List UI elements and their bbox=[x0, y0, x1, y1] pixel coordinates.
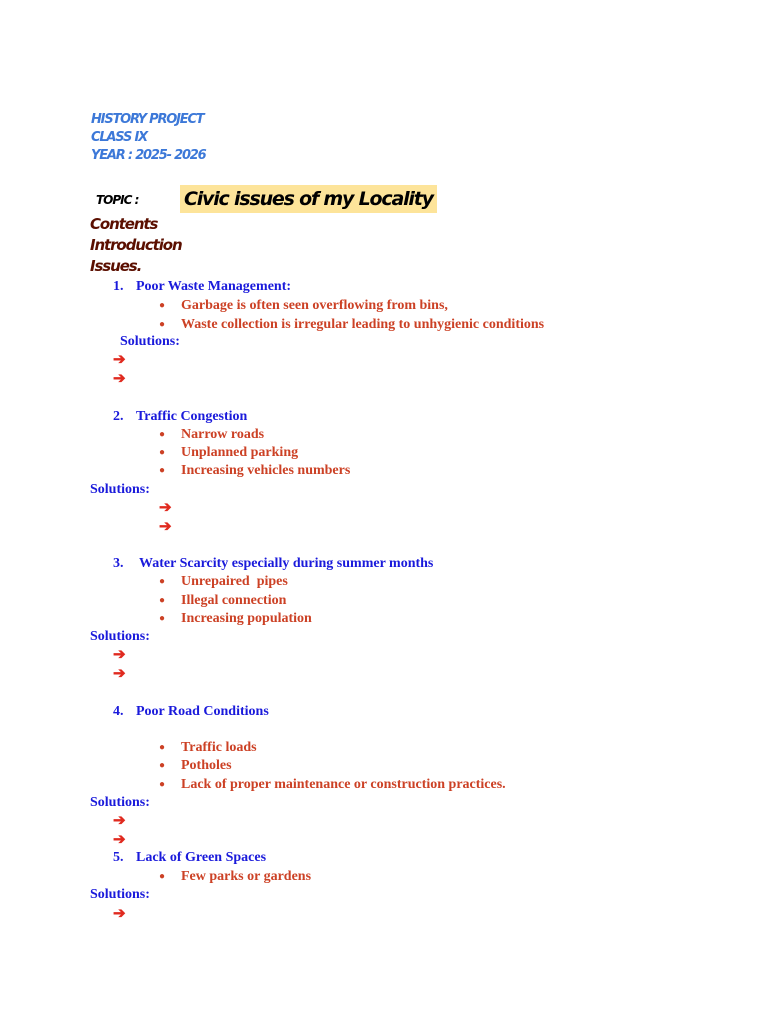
solutions-label: Solutions: bbox=[90, 629, 150, 644]
issue-point: Illegal connection bbox=[181, 593, 287, 608]
topic-title: Civic issues of my Locality bbox=[180, 185, 437, 213]
bullet-icon: ● bbox=[159, 742, 166, 753]
year-label: YEAR : 2025- 2026 bbox=[91, 148, 206, 163]
issue-point: Few parks or gardens bbox=[181, 869, 312, 884]
arrow-icon: ➔ bbox=[113, 647, 126, 663]
issue-point: Waste collection is irregular leading to unhygienic conditions bbox=[181, 317, 545, 332]
issues-heading: Issues. bbox=[90, 257, 142, 275]
project-title: HISTORY PROJECT bbox=[91, 112, 204, 127]
class-label: CLASS IX bbox=[91, 130, 147, 145]
bullet-icon: ● bbox=[159, 465, 166, 476]
issue-point: Garbage is often seen overflowing from bins, bbox=[181, 298, 448, 313]
bullet-icon: ● bbox=[159, 429, 166, 440]
arrow-icon: ➔ bbox=[113, 832, 126, 848]
issue-title: Poor Road Conditions bbox=[136, 704, 269, 719]
issue-point: Lack of proper maintenance or construction practices. bbox=[181, 777, 506, 792]
solutions-label: Solutions: bbox=[120, 334, 180, 349]
arrow-icon: ➔ bbox=[113, 813, 126, 829]
solutions-label: Solutions: bbox=[90, 887, 150, 902]
issue-title: Poor Waste Management: bbox=[136, 279, 292, 294]
issue-point: Increasing vehicles numbers bbox=[181, 463, 351, 478]
issue-point: Narrow roads bbox=[181, 427, 265, 442]
bullet-icon: ● bbox=[159, 319, 166, 330]
contents-heading: Contents bbox=[90, 215, 158, 233]
solutions-label: Solutions: bbox=[90, 482, 150, 497]
issue-point: Increasing population bbox=[181, 611, 312, 626]
bullet-icon: ● bbox=[159, 595, 166, 606]
issue-number: 3. bbox=[113, 556, 124, 571]
arrow-icon: ➔ bbox=[113, 352, 126, 368]
issue-number: 1. bbox=[113, 279, 124, 294]
arrow-icon: ➔ bbox=[113, 666, 126, 682]
arrow-icon: ➔ bbox=[113, 906, 126, 922]
solutions-label: Solutions: bbox=[90, 795, 150, 810]
issue-point: Unrepaired pipes bbox=[181, 574, 288, 589]
issue-point: Unplanned parking bbox=[181, 445, 299, 460]
bullet-icon: ● bbox=[159, 779, 166, 790]
bullet-icon: ● bbox=[159, 760, 166, 771]
arrow-icon: ➔ bbox=[159, 519, 172, 535]
bullet-icon: ● bbox=[159, 871, 166, 882]
issue-number: 4. bbox=[113, 704, 124, 719]
issue-point: Traffic loads bbox=[181, 740, 257, 755]
issue-point: Potholes bbox=[181, 758, 232, 773]
bullet-icon: ● bbox=[159, 300, 166, 311]
bullet-icon: ● bbox=[159, 613, 166, 624]
issue-title: Traffic Congestion bbox=[136, 409, 248, 424]
introduction-heading: Introduction bbox=[90, 236, 182, 254]
issue-title: Lack of Green Spaces bbox=[136, 850, 267, 865]
issue-number: 2. bbox=[113, 409, 124, 424]
topic-label: TOPIC : bbox=[96, 193, 139, 207]
bullet-icon: ● bbox=[159, 447, 166, 458]
arrow-icon: ➔ bbox=[113, 371, 126, 387]
arrow-icon: ➔ bbox=[159, 500, 172, 516]
issue-number: 5. bbox=[113, 850, 124, 865]
bullet-icon: ● bbox=[159, 576, 166, 587]
issue-title: Water Scarcity especially during summer months bbox=[139, 556, 434, 571]
